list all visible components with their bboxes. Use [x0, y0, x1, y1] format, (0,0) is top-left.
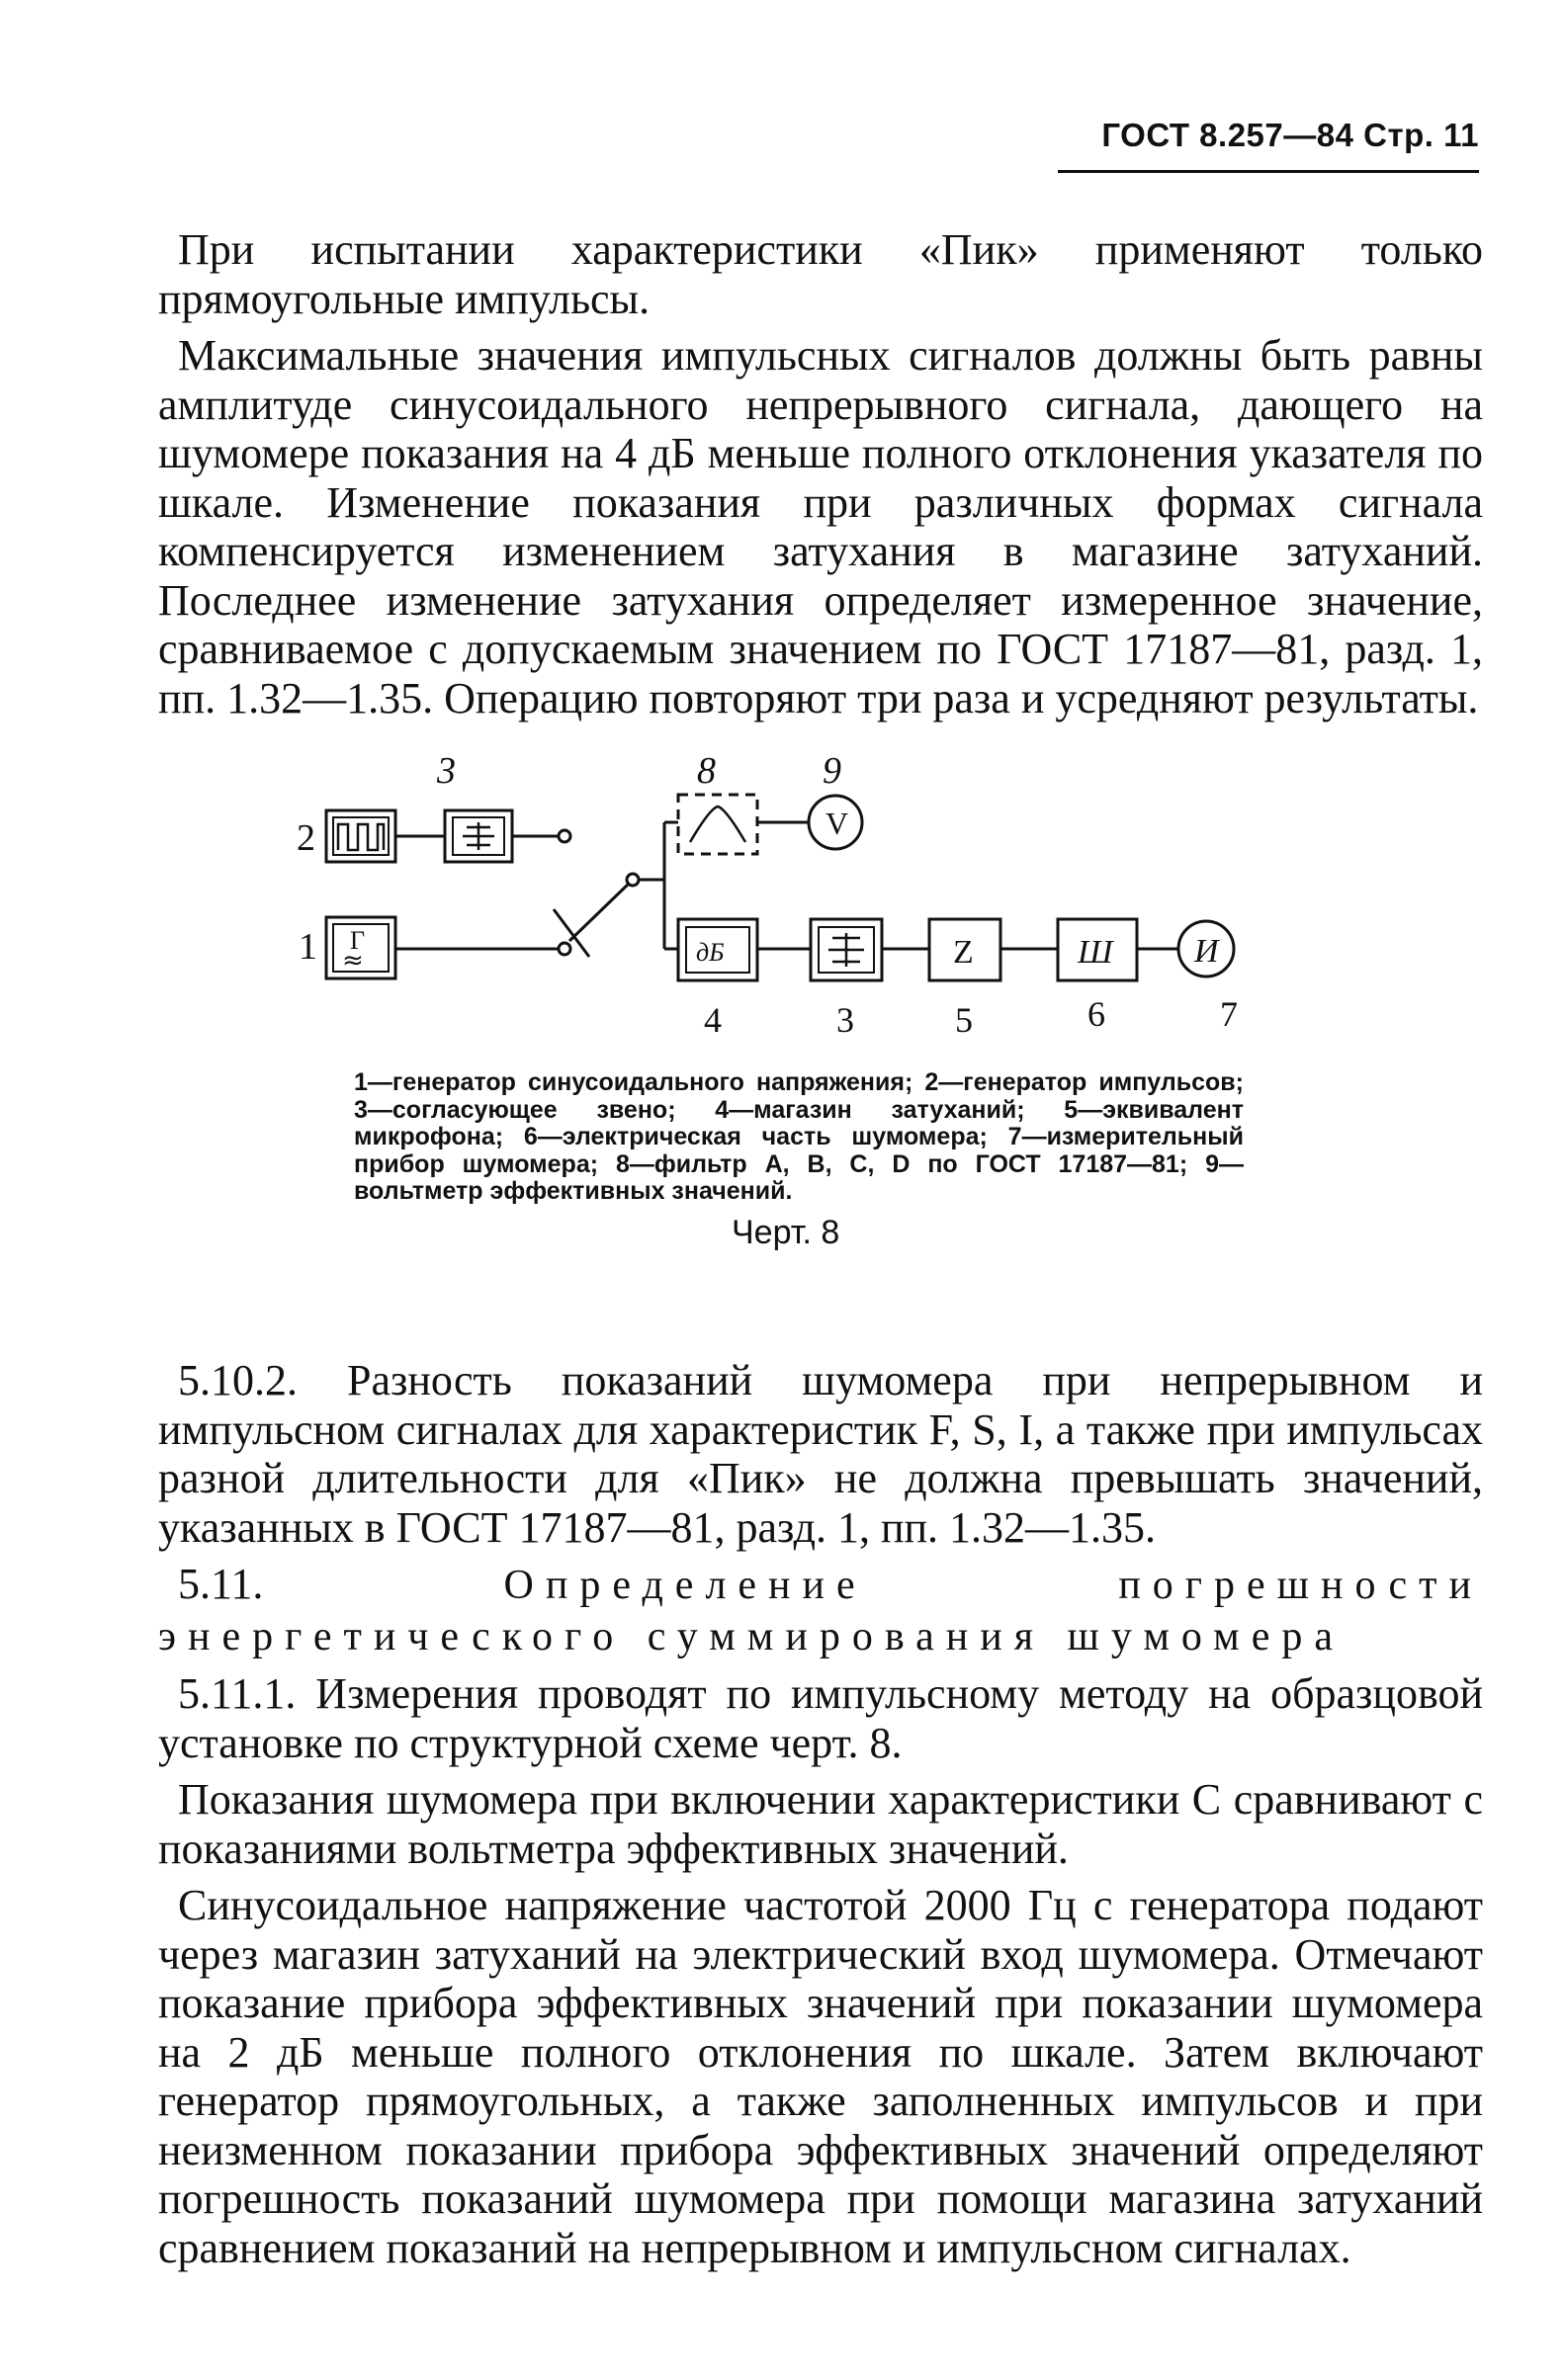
- upper-text-block: [158, 225, 1483, 722]
- sine-generator-symbol: Г: [350, 926, 366, 955]
- label-2: 2: [297, 817, 315, 859]
- label-1: 1: [299, 926, 317, 968]
- measuring-device-block: [1178, 921, 1234, 977]
- sine-generator-wave: ≈: [342, 946, 364, 976]
- paragraph-max-values: Максимальные значения импульсных сигналов должны быть равны амплитуде синусоидального непрерывного сигнала, дающего на шумомере показания на 4 дБ меньше полного отклонения указателя по шкале. Изменение показания при различных формах сигнала компенсируется изменением затухания в магазине затуханий. Последнее изменение затухания определяет измеренное значение, сравниваемое с допускаемым значением по ГОСТ 17187—81, разд. 1, пп. 1.32—1.35. Операцию повторяют три раза и усредняют результаты.: [158, 331, 1483, 722]
- label-6: 6: [1087, 994, 1105, 1034]
- figure-caption: 1—генератор синусоидального напряжения; 2—генератор импульсов; 3—согласующее звено; 4—магазин затуханий; 5—эквивалент микрофона; 6—электрическая часть шумомера; 7—измерительный прибор шумомера; 8—фильтр А, В, С, D по ГОСТ 17187—81; 9—вольтметр эффективных значений.: [354, 1068, 1244, 1205]
- label-5: 5: [955, 1000, 973, 1040]
- label-8: 8: [697, 751, 716, 792]
- pulse-generator-block: [326, 810, 395, 862]
- section-heading-5-11: [158, 1560, 1483, 1661]
- paragraph-comparison: Показания шумомера при включении характеристики С сравнивают с показаниями вольтметра эффективных значений.: [158, 1775, 1483, 1873]
- paragraph-5-11-1: 5.11.1. Измерения проводят по импульсному методу на образцовой установке по структурной схеме черт. 8.: [158, 1669, 1483, 1767]
- label-7: 7: [1220, 994, 1238, 1034]
- paragraph-5-10-2: 5.10.2. Разность показаний шумомера при непрерывном и импульсном сигналах для характеристик F, S, I, а также при импульсах разной длительности для «Пик» не должна превышать значений, указанных в ГОСТ 17187—81, разд. 1, пп. 1.32—1.35.: [158, 1356, 1483, 1552]
- paragraph-procedure: Синусоидальное напряжение частотой 2000 Гц с генератора подают через магазин затуханий на электрический вход шумомера. Отмечают показание прибора эффективных значений при показании шумомера на 2 дБ меньше полного отклонения по шкале. Затем включают генератор прямоугольных, а также заполненных импульсов и при неизменном показании прибора эффективных значений определяют погрешность показаний шумомера при помощи магазина затуханий сравнением показаний на непрерывном и импульсном сигналах.: [158, 1881, 1483, 2272]
- voltmeter-symbol: V: [825, 806, 849, 841]
- sine-generator-block: [326, 917, 395, 978]
- matching-link-bottom-block: [811, 919, 882, 980]
- header-rule: [1058, 170, 1479, 173]
- lower-text-block: [158, 1356, 1483, 2272]
- attenuator-block: [678, 919, 757, 980]
- microphone-equivalent-block: [929, 919, 1000, 980]
- attenuator-symbol: дБ: [696, 938, 725, 967]
- voltmeter-block: [809, 796, 862, 849]
- meter-symbol: И: [1194, 933, 1219, 970]
- label-4: 4: [704, 1000, 722, 1040]
- matching-link-top-block: [445, 810, 512, 862]
- label-3-top: 3: [437, 751, 456, 792]
- filter-block: [678, 795, 757, 854]
- page-header: ГОСТ 8.257—84 Стр. 11: [1101, 117, 1479, 153]
- section-number: 5.11.: [178, 1560, 264, 1608]
- noise-part-symbol: Ш: [1078, 934, 1113, 971]
- block-diagram: [297, 751, 1285, 1048]
- switch-contact-bottom: [559, 943, 570, 955]
- paragraph-peak-rectangular: При испытании характеристики «Пик» применяют только прямоугольные импульсы.: [158, 225, 1483, 323]
- switch-contact-top: [559, 830, 570, 842]
- label-3-bottom: 3: [836, 1000, 854, 1040]
- electrical-part-block: [1058, 919, 1137, 980]
- section-title: Определение погрешности энергетического суммирования шумомера: [158, 1563, 1483, 1659]
- microphone-symbol: Z: [953, 934, 974, 971]
- label-9: 9: [823, 751, 841, 792]
- figure-label: Черт. 8: [732, 1214, 840, 1251]
- switch-pivot: [627, 874, 639, 886]
